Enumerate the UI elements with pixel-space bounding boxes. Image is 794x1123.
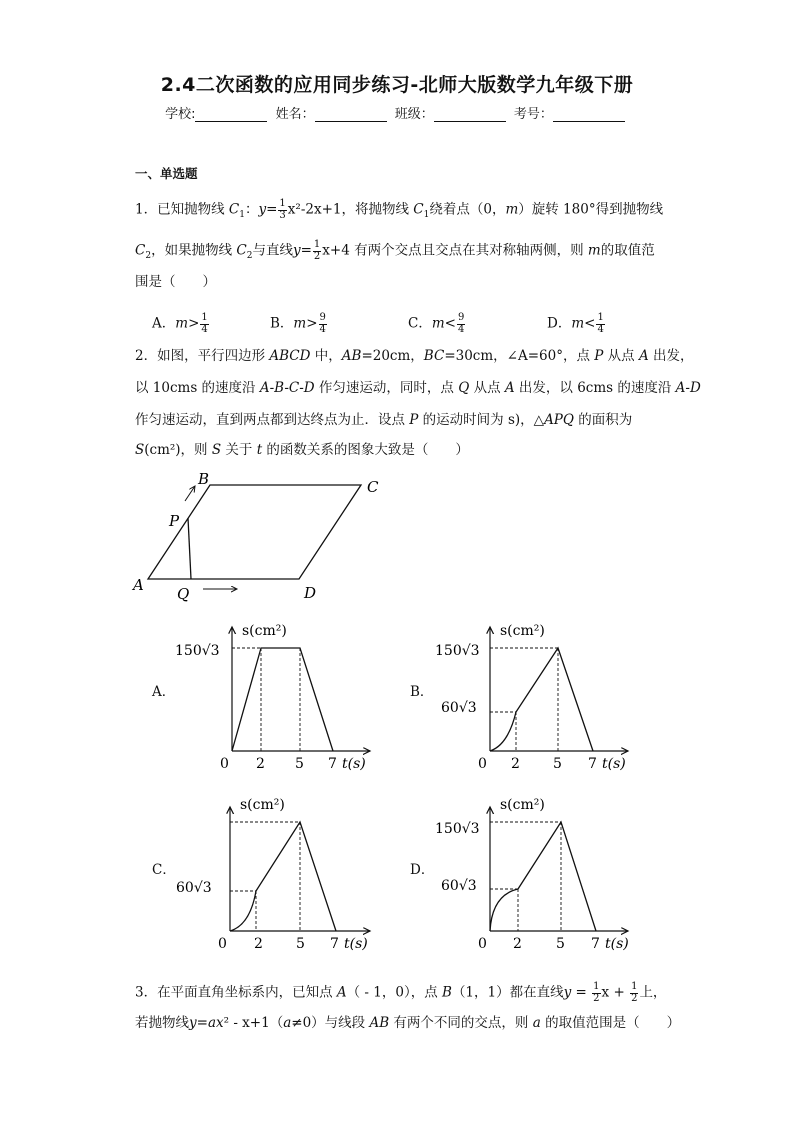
label-a: A: [133, 576, 144, 594]
q1-option-b[interactable]: B．m> $\frac{9}{4}$: [270, 312, 326, 335]
q2-option-c-label[interactable]: C．: [152, 862, 176, 878]
svg-text:5: 5: [553, 756, 562, 772]
svg-text:150√3: 150√3: [435, 643, 480, 659]
svg-text:60√3: 60√3: [441, 878, 477, 894]
svg-text:2: 2: [511, 756, 520, 772]
svg-text:2: 2: [513, 936, 522, 952]
svg-text:2: 2: [254, 936, 263, 952]
q1-line1: 1．已知抛物线 $C_1$：y= $\frac{1}{3}$ x²-2x+1，将抛物线 $C_1$绕着点（0，m）旋转 180°得到抛物线: [135, 198, 664, 221]
svg-text:60√3: 60√3: [176, 880, 212, 896]
q1-line2: $C_2$，如果抛物线 $C_2$与直线y= $\frac{1}{2}$ x+4 有两个交点且交点在其对称轴两侧，则 m的取值范: [135, 239, 655, 262]
student-info-line: [0, 103, 794, 122]
graph-a-ylabel: s(cm²): [242, 623, 287, 639]
graph-d-curve: [490, 822, 596, 931]
name-label: 姓名：: [275, 107, 315, 122]
q3-line1: 3．在平面直角坐标系内，已知点 A（ - 1，0），点 B（1，1）都在直线y = $\frac{1}{2}$ x + $\frac{1}{2}$ 上，: [135, 981, 667, 1004]
class-blank[interactable]: [434, 109, 506, 122]
svg-text:0: 0: [478, 756, 487, 772]
svg-text:5: 5: [295, 756, 304, 772]
q1-line3: 围是（ ）: [135, 274, 216, 290]
label-p: P: [169, 512, 180, 530]
graph-a-yhigh: 150√3: [175, 643, 220, 659]
graph-a: [170, 615, 380, 775]
label-q: Q: [177, 585, 190, 603]
school-blank[interactable]: [195, 109, 267, 122]
svg-text:0: 0: [220, 756, 229, 772]
svg-text:s(cm²): s(cm²): [500, 623, 545, 639]
svg-text:t(s): t(s): [602, 756, 626, 772]
parallelogram-figure: [125, 468, 395, 608]
segment-pq: [188, 518, 191, 579]
svg-text:0: 0: [478, 936, 487, 952]
svg-text:s(cm²): s(cm²): [240, 797, 285, 813]
graph-d: [428, 795, 638, 955]
svg-text:60√3: 60√3: [441, 700, 477, 716]
label-d: D: [304, 584, 317, 602]
graph-a-xlabel: t(s): [342, 756, 366, 772]
q2-option-d-label[interactable]: D．: [410, 862, 435, 878]
label-c: C: [367, 478, 379, 496]
graph-c-curve: [230, 822, 336, 931]
exam-no-label: 考号：: [513, 107, 553, 122]
q2-line3: 作匀速运动，直到两点都到达终点为止．设点 P 的运动时间为 s)，△APQ 的面积为: [135, 412, 633, 428]
svg-text:7: 7: [328, 756, 337, 772]
svg-text:7: 7: [330, 936, 339, 952]
q2-line2: 以 10cms 的速度沿 A-B-C-D 作匀速运动，同时，点 Q 从点 A 出发，以 6cms 的速度沿 A-D: [135, 380, 701, 396]
label-b: B: [198, 470, 210, 488]
svg-text:t(s): t(s): [605, 936, 629, 952]
fraction: $\frac{1}{3}$: [279, 198, 286, 221]
svg-text:5: 5: [556, 936, 565, 952]
p-direction-arrow: [185, 486, 195, 501]
q1-option-d[interactable]: D．m< $\frac{1}{4}$: [547, 312, 604, 335]
svg-text:7: 7: [591, 936, 600, 952]
q1-option-c[interactable]: C．m< $\frac{9}{4}$: [408, 312, 465, 335]
name-blank[interactable]: [315, 109, 387, 122]
q2-option-a-label[interactable]: A．: [152, 684, 176, 700]
parallelogram-abcd: [148, 485, 361, 579]
svg-text:7: 7: [588, 756, 597, 772]
page-title: 2.4二次函数的应用同步练习-北师大版数学九年级下册: [160, 74, 634, 96]
q2-option-b-label[interactable]: B．: [410, 684, 434, 700]
svg-text:s(cm²): s(cm²): [500, 797, 545, 813]
svg-text:150√3: 150√3: [435, 821, 480, 837]
q2-line1: 2．如图，平行四边形 ABCD 中，AB=20cm，BC=30cm，∠A=60°，点 P 从点 A 出发，: [135, 348, 694, 364]
graph-c: [170, 795, 380, 955]
svg-text:2: 2: [256, 756, 265, 772]
fraction: $\frac{1}{2}$: [313, 239, 321, 262]
exam-no-blank[interactable]: [553, 109, 625, 122]
graph-a-curve: [232, 648, 333, 751]
graph-b-curve: [490, 648, 593, 751]
q3-line2: 若抛物线y=ax² - x+1（a≠0）与线段 AB 有两个不同的交点，则 a 的取值范围是（ ）: [135, 1015, 681, 1031]
class-label: 班级：: [394, 107, 434, 122]
svg-text:0: 0: [218, 936, 227, 952]
q1-option-a[interactable]: A．m> $\frac{1}{4}$: [152, 312, 208, 335]
graph-b: [428, 615, 638, 775]
svg-text:5: 5: [296, 936, 305, 952]
q2-line4: S(cm²)，则 S 关于 t 的函数关系的图象大致是（ ）: [135, 442, 469, 458]
svg-text:t(s): t(s): [344, 936, 368, 952]
school-label: 学校:: [165, 107, 196, 122]
section-heading: 一、单选题: [135, 166, 198, 181]
